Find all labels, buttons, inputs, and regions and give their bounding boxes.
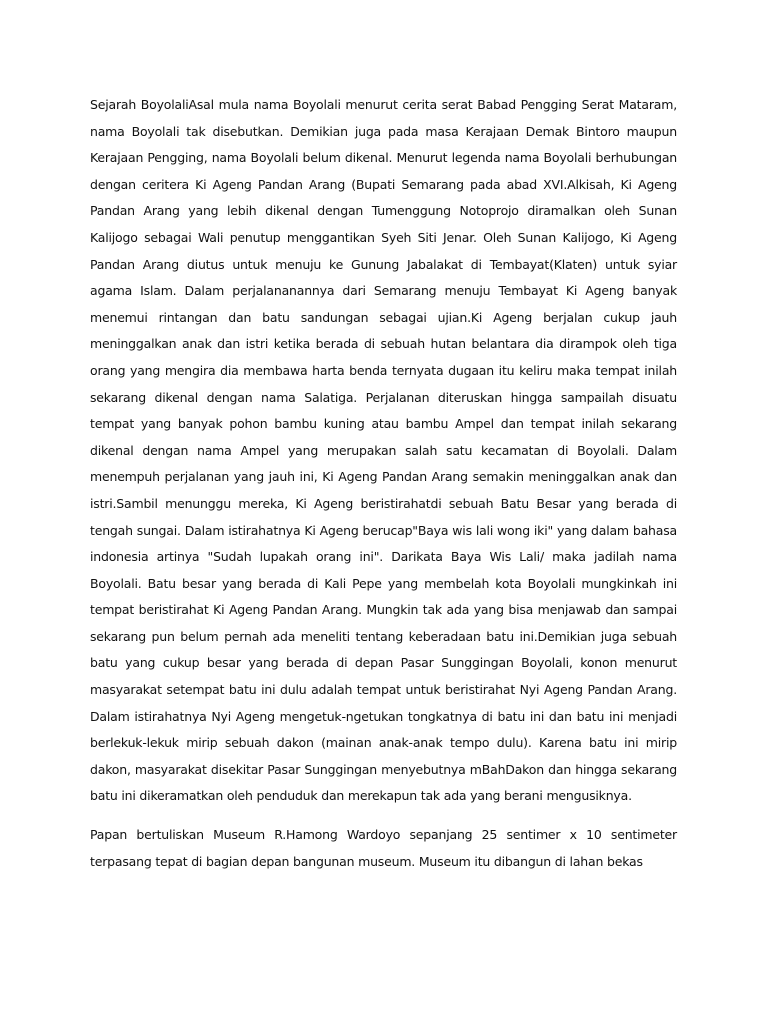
paragraph-museum-hamong-wardoyo: Papan bertuliskan Museum R.Hamong Wardoyo sepanjang 25 sentimer x 10 sentimeter terpasang tepat di bagian depan bangunan museum. Museum itu dibangun di lahan bekas [90, 827, 677, 869]
document-page [90, 92, 677, 875]
paragraph-sejarah-boyolali: Sejarah BoyolaliAsal mula nama Boyolali menurut cerita serat Babad Pengging Serat Mataram, nama Boyolali tak disebutkan. Demikian juga pada masa Kerajaan Demak Bintoro maupun Kerajaan Pengging, nama Boyolali belum dikenal. Menurut legenda nama Boyolali berhubungan dengan ceritera Ki Ageng Pandan Arang (Bupati Semarang pada abad XVI.Alkisah, Ki Ageng Pandan Arang yang lebih dikenal dengan Tumenggung Notoprojo diramalkan oleh Sunan Kalijogo sebagai Wali penutup menggantikan Syeh Siti Jenar. Oleh Sunan Kalijogo, Ki Ageng Pandan Arang diutus untuk menuju ke Gunung Jabalakat di Tembayat(Klaten) untuk syiar agama Islam. Dalam perjalananannya dari Semarang menuju Tembayat Ki Ageng banyak menemui rintangan dan batu sandungan sebagai ujian.Ki Ageng berjalan cukup jauh meninggalkan anak dan istri ketika berada di sebuah hutan belantara dia dirampok oleh tiga orang yang mengira dia membawa harta benda ternyata dugaan itu keliru maka tempat inilah sekarang dikenal dengan nama Salatiga. Perjalanan diteruskan hingga sampailah disuatu tempat yang banyak pohon bambu kuning atau bambu Ampel dan tempat inilah sekarang dikenal dengan nama Ampel yang merupakan salah satu kecamatan di Boyolali. Dalam menempuh perjalanan yang jauh ini, Ki Ageng Pandan Arang semakin meninggalkan anak dan istri.Sambil menunggu mereka, Ki Ageng beristirahatdi sebuah Batu Besar yang berada di tengah sungai. Dalam istirahatnya Ki Ageng berucap"Baya wis lali wong iki" yang dalam bahasa indonesia artinya "Sudah lupakah orang ini". Darikata Baya Wis Lali/ maka jadilah nama Boyolali. Batu besar yang berada di Kali Pepe yang membelah kota Boyolali mungkinkah ini tempat beristirahat Ki Ageng Pandan Arang. Mungkin tak ada yang bisa menjawab dan sampai sekarang pun belum pernah ada meneliti tentang keberadaan batu ini.Demikian juga sebuah batu yang cukup besar yang berada di depan Pasar Sunggingan Boyolali, konon menurut masyarakat setempat batu ini dulu adalah tempat untuk beristirahat Nyi Ageng Pandan Arang. Dalam istirahatnya Nyi Ageng mengetuk-ngetukan tongkatnya di batu ini dan batu ini menjadi berlekuk-lekuk mirip sebuah dakon (mainan anak-anak tempo dulu). Karena batu ini mirip dakon, masyarakat disekitar Pasar Sunggingan menyebutnya mBahDakon dan hingga sekarang batu ini dikeramatkan oleh penduduk dan merekapun tak ada yang berani mengusiknya. [90, 97, 677, 804]
